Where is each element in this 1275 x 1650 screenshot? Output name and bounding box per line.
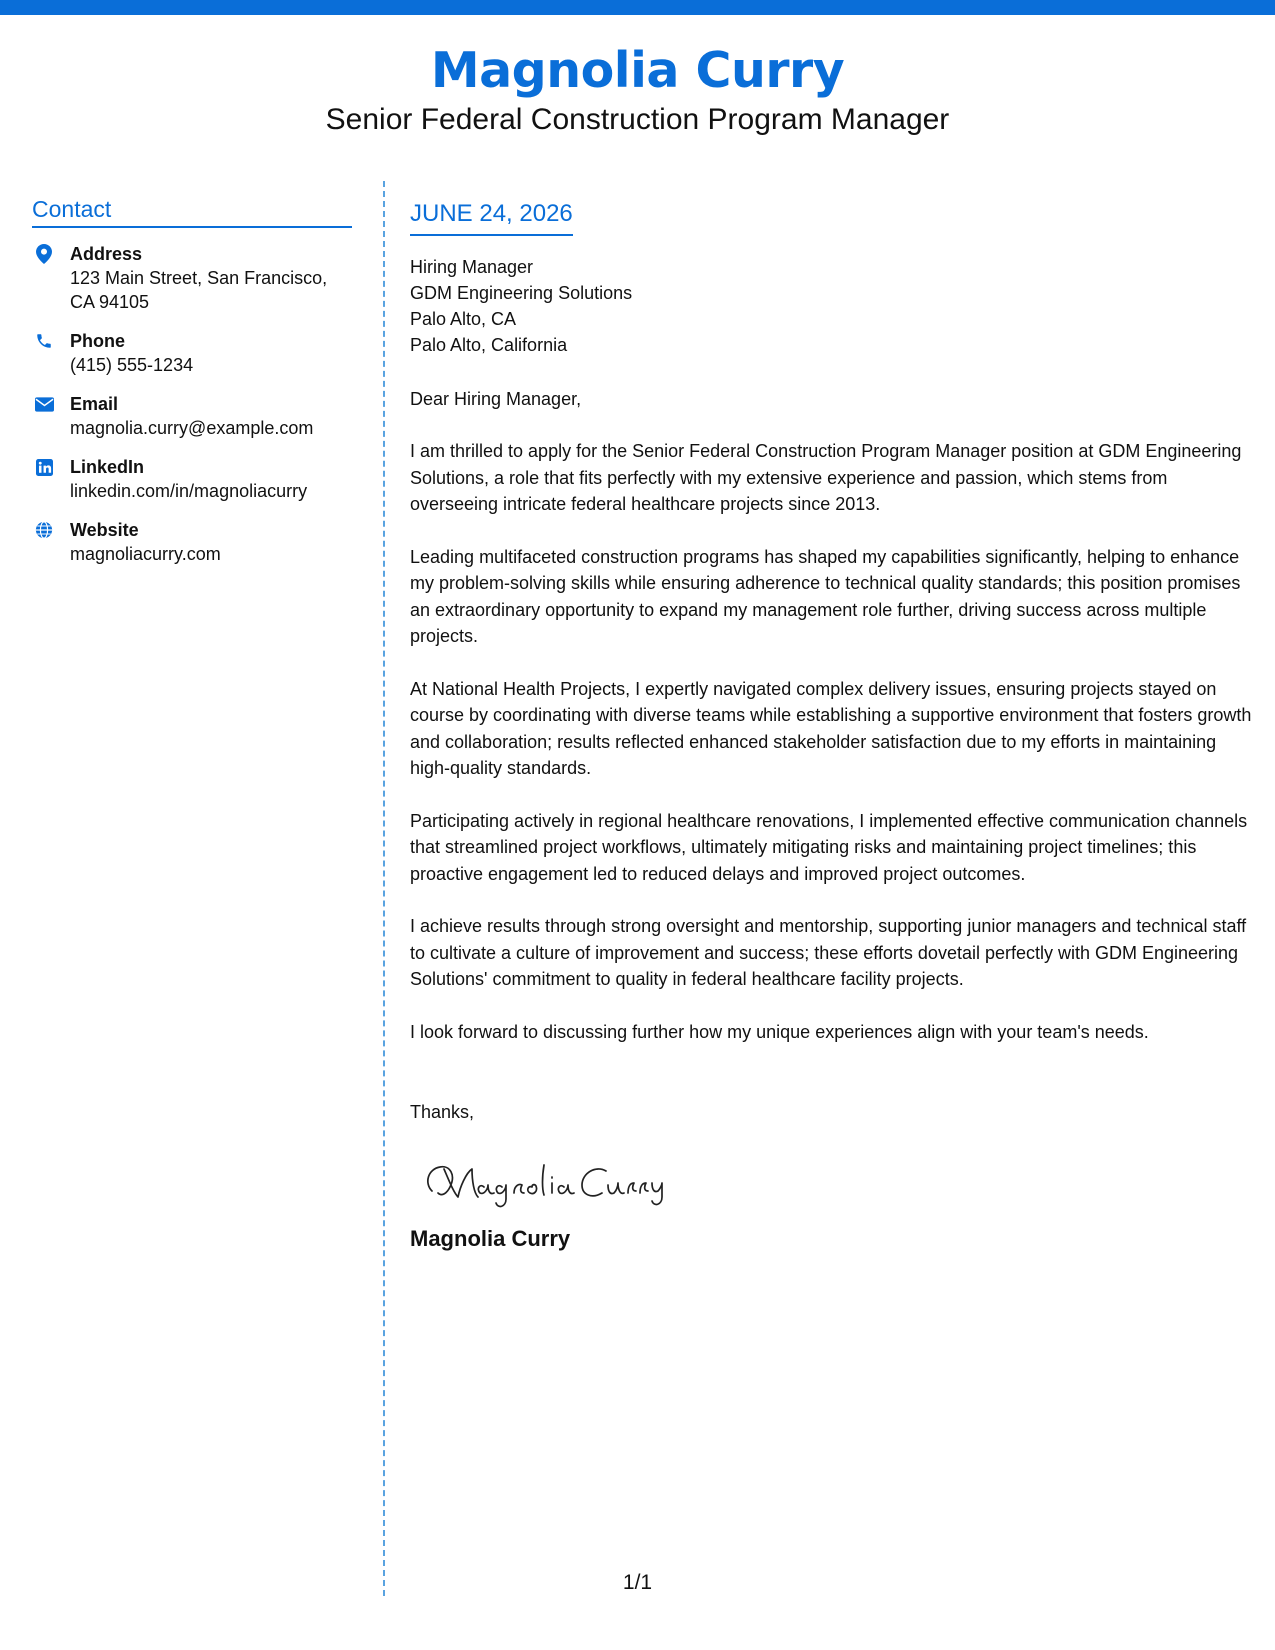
- contact-value: 123 Main Street, San Francisco, CA 94105: [70, 268, 328, 312]
- contact-label: Website: [70, 520, 139, 540]
- recipient-line: Palo Alto, California: [410, 335, 568, 355]
- contact-value[interactable]: linkedin.com/in/magnoliacurry: [70, 481, 308, 501]
- applicant-name: Magnolia Curry: [430, 42, 845, 99]
- globe-icon: [34, 520, 54, 540]
- contact-item-linkedin: [32, 455, 352, 503]
- contact-value[interactable]: magnoliacurry.com: [70, 544, 221, 564]
- letter-paragraph: I look forward to discussing further how my unique experiences align with your team's needs.: [410, 1021, 1149, 1042]
- contact-label: LinkedIn: [70, 457, 145, 477]
- closing: Thanks,: [410, 1102, 475, 1122]
- contact-label: Email: [70, 394, 119, 414]
- letter-paragraph: At National Health Projects, I expertly navigated complex delivery issues, ensuring projects stayed on course by coordinating with diverse teams while establishing a supportive environment that fosters growth and collaboration; results reflected enhanced stakeholder satisfaction due to my efforts in maintaining high-quality standards.: [410, 678, 1252, 778]
- recipient-line: Palo Alto, CA: [410, 309, 517, 329]
- recipient-line: Hiring Manager: [410, 257, 534, 277]
- contact-list: [32, 242, 352, 566]
- page-header: [0, 40, 1275, 138]
- linkedin-icon: [34, 457, 54, 477]
- contact-item-phone: [32, 329, 352, 377]
- contact-label: Phone: [70, 331, 126, 351]
- handwritten-signature: [410, 1153, 670, 1213]
- recipient-line: GDM Engineering Solutions: [410, 283, 633, 303]
- column-divider: [383, 181, 385, 1596]
- letter-paragraph: I am thrilled to apply for the Senior Federal Construction Program Manager position at GDM Engineering Solutions, a role that fits perfectly with my extensive experience and passion, which stems from overseeing intricate federal healthcare projects since 2013.: [410, 441, 1242, 514]
- letter-paragraph: Leading multifaceted construction programs has shaped my capabilities significantly, helping to enhance my problem-solving skills while ensuring adherence to technical quality standards; this position promises an extraordinary opportunity to expand my management role further, driving success across multiple projects.: [410, 546, 1241, 646]
- letter-date: JUNE 24, 2026: [410, 198, 573, 236]
- letter-body: [410, 198, 1255, 1253]
- letter-paragraph: I achieve results through strong oversight and mentorship, supporting junior managers and technical staff to cultivate a culture of improvement and success; these efforts dovetail perfectly with GDM Engineering Solutions' commitment to quality in federal healthcare facility projects.: [410, 916, 1247, 989]
- contact-heading: Contact: [32, 194, 352, 228]
- contact-label: Address: [70, 244, 143, 264]
- envelope-icon: [34, 394, 54, 414]
- phone-icon: [34, 331, 54, 351]
- page-number: 1/1: [622, 1571, 653, 1594]
- top-accent-bar: [0, 0, 1275, 15]
- contact-item-website: [32, 518, 352, 566]
- letter-paragraph: Participating actively in regional healthcare renovations, I implemented effective communication channels that streamlined project workflows, ultimately mitigating risks and maintaining project timelines; this proactive engagement led to reduced delays and improved project outcomes.: [410, 810, 1248, 884]
- contact-sidebar: [32, 194, 352, 581]
- contact-item-email: [32, 392, 352, 440]
- job-title: Senior Federal Construction Program Manager: [325, 103, 950, 136]
- signed-name: Magnolia Curry: [410, 1226, 571, 1251]
- salutation: Dear Hiring Manager,: [410, 389, 582, 409]
- map-pin-icon: [34, 244, 54, 264]
- contact-value[interactable]: magnolia.curry@example.com: [70, 418, 314, 438]
- contact-item-address: [32, 242, 352, 314]
- recipient-block: [410, 254, 1255, 358]
- contact-value: (415) 555-1234: [70, 355, 194, 375]
